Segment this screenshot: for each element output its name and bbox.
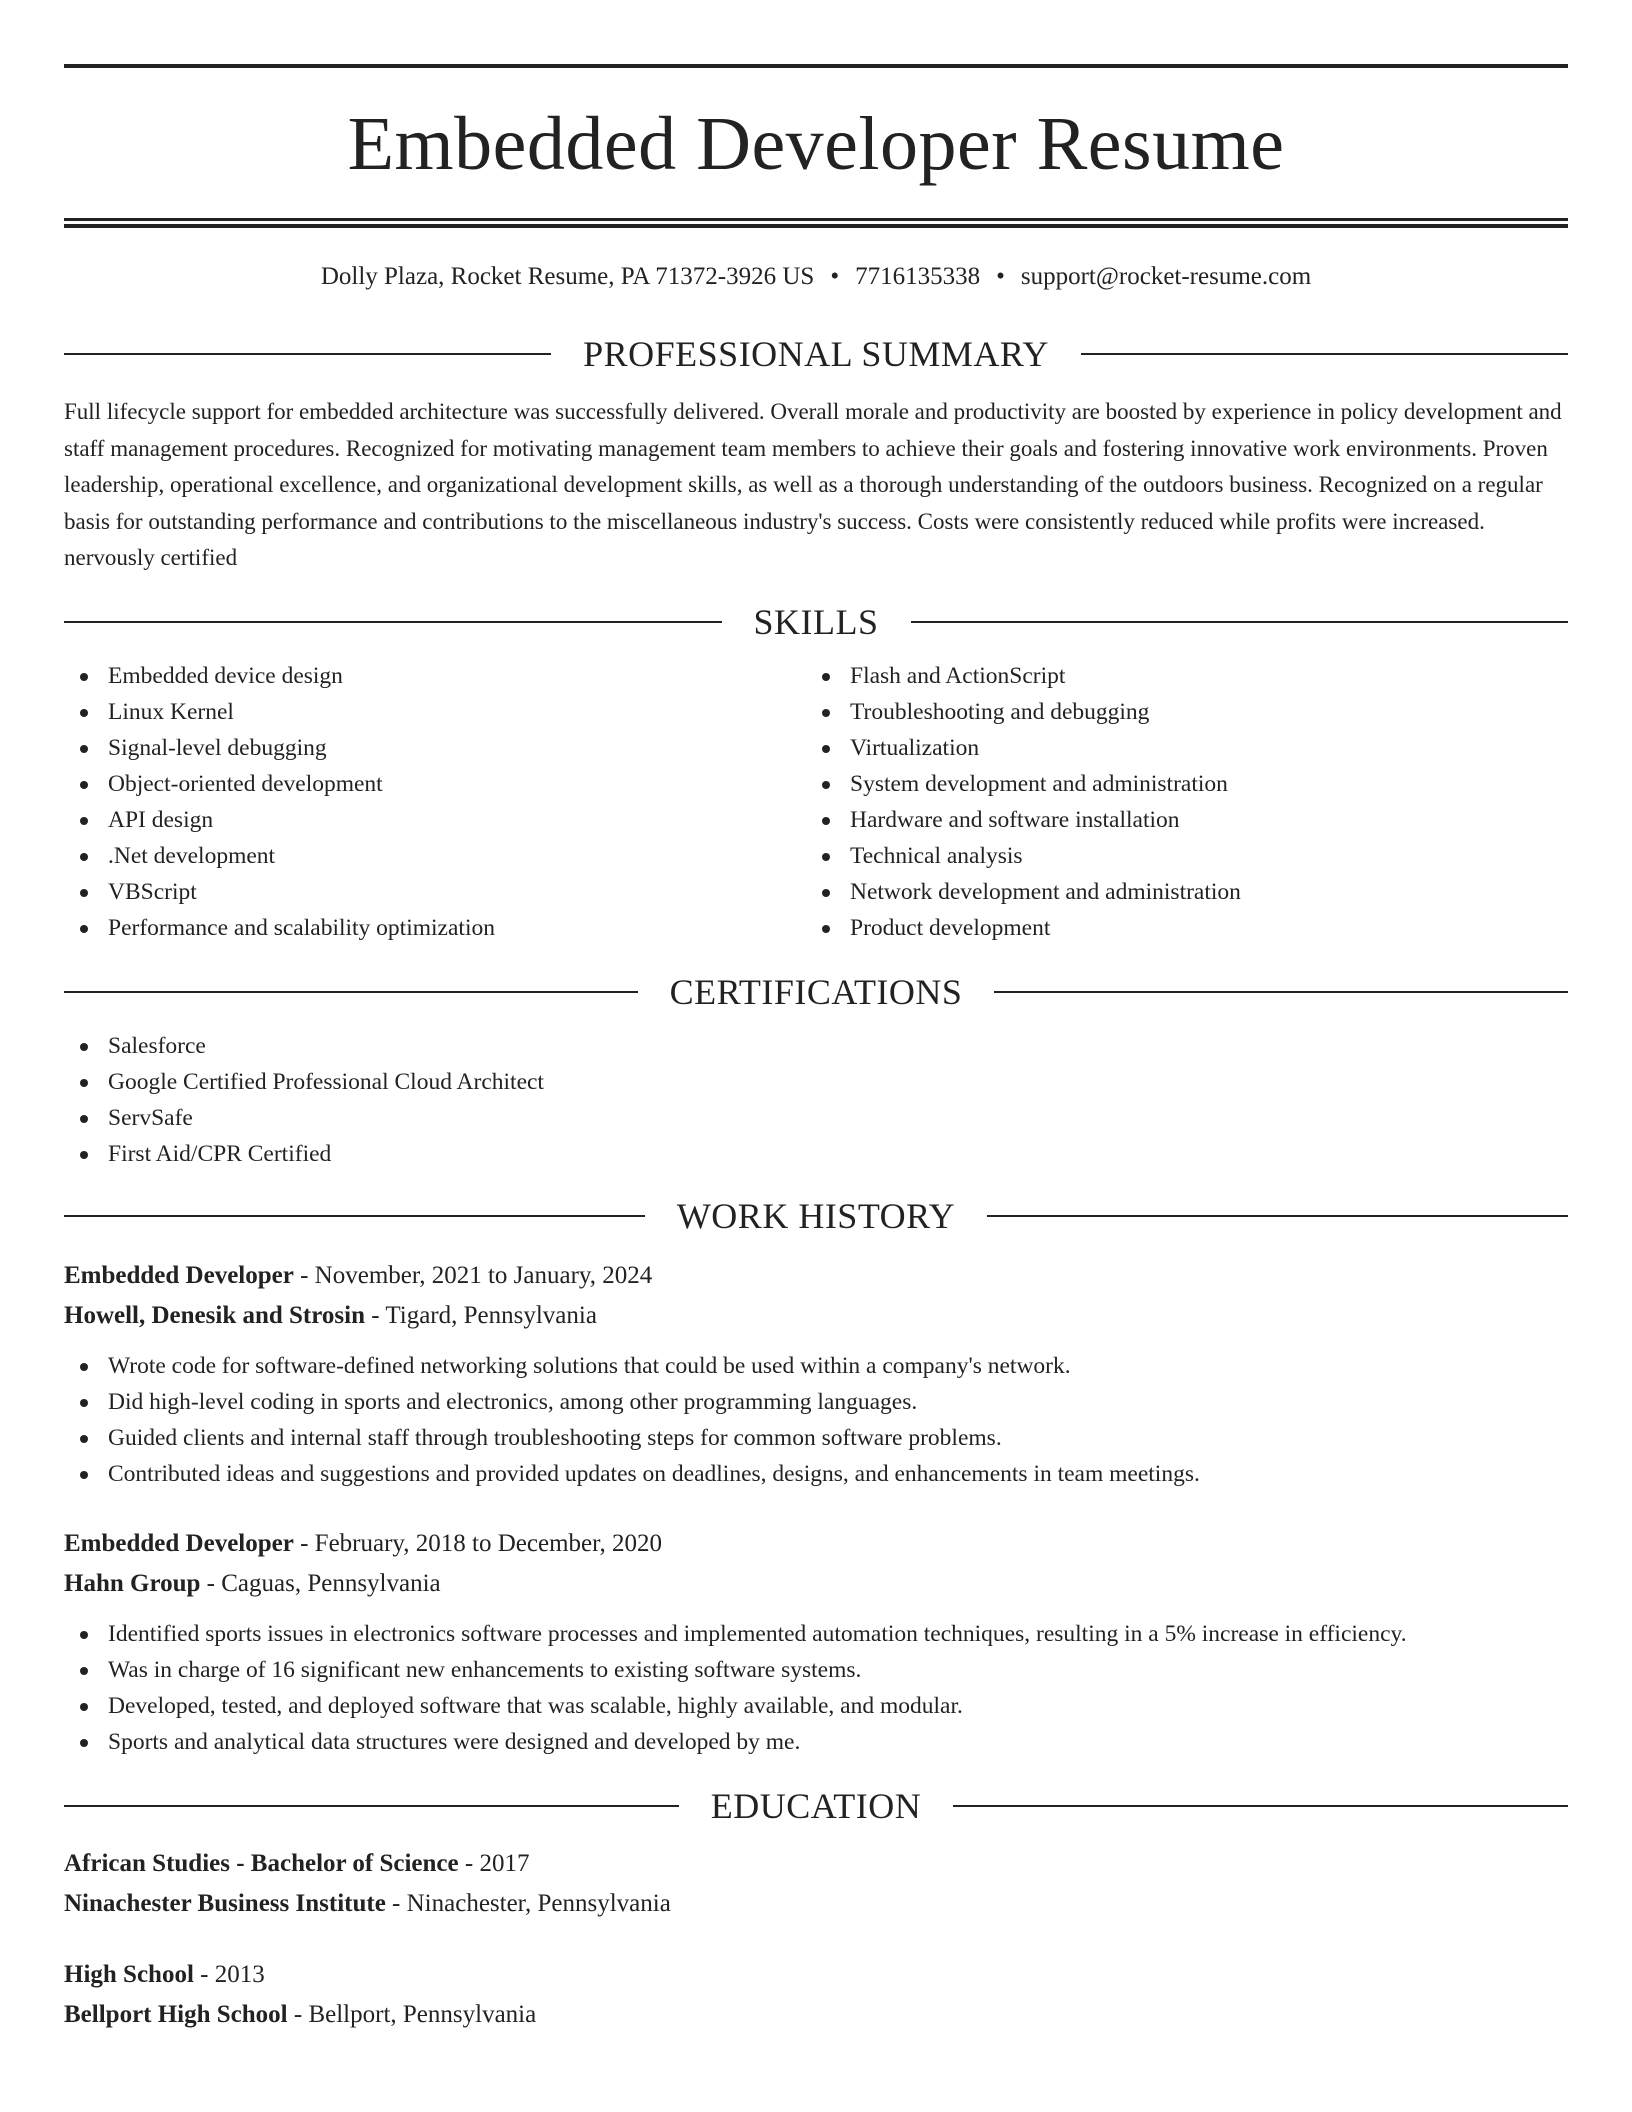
contact-separator: • <box>996 263 1005 290</box>
skill-item: API design <box>64 802 806 838</box>
job-bullets <box>64 1348 1568 1492</box>
skills-list-left <box>64 658 806 946</box>
job-company: Hahn Group <box>64 1569 201 1597</box>
education-year: - 2017 <box>458 1849 530 1877</box>
skill-item: Signal-level debugging <box>64 730 806 766</box>
education-year: - 2013 <box>193 1960 265 1988</box>
section-header-skills <box>64 600 1568 644</box>
contact-line <box>64 261 1568 293</box>
job-company-line <box>64 1564 1568 1604</box>
top-rule <box>64 64 1568 68</box>
skill-item: System development and administration <box>806 766 1548 802</box>
skill-item: Performance and scalability optimization <box>64 910 806 946</box>
skill-item: Technical analysis <box>806 838 1548 874</box>
education-school-line <box>64 1884 1568 1924</box>
job-bullet: Wrote code for software-defined networking solutions that could be used within a company's network. <box>64 1348 1568 1384</box>
job-company: Howell, Denesik and Strosin <box>64 1301 365 1329</box>
certification-item: ServSafe <box>64 1100 1568 1136</box>
skill-item: Object-oriented development <box>64 766 806 802</box>
contact-address: Dolly Plaza, Rocket Resume, PA 71372-3926 US <box>320 263 815 290</box>
job-title: Embedded Developer <box>64 1261 294 1289</box>
job-title: Embedded Developer <box>64 1529 294 1557</box>
contact-email: support@rocket-resume.com <box>1020 263 1312 290</box>
job-title-line <box>64 1256 1568 1296</box>
education-school: Ninachester Business Institute <box>64 1889 386 1917</box>
title-double-rule <box>64 218 1568 228</box>
divider-line <box>987 1215 1568 1217</box>
section-title-work: WORK HISTORY <box>676 1195 956 1236</box>
divider-line <box>953 1805 1568 1807</box>
skill-item: Network development and administration <box>806 874 1548 910</box>
contact-separator: • <box>830 263 840 290</box>
certification-item: Salesforce <box>64 1028 1568 1064</box>
certification-item: First Aid/CPR Certified <box>64 1136 1568 1172</box>
job-bullets <box>64 1616 1568 1760</box>
job-bullet: Sports and analytical data structures were designed and developed by me. <box>64 1724 1568 1760</box>
skill-item: Linux Kernel <box>64 694 806 730</box>
education-degree-line <box>64 1955 1568 1995</box>
divider-line <box>64 1805 679 1807</box>
skill-item: VBScript <box>64 874 806 910</box>
job-location: - Caguas, Pennsylvania <box>200 1569 441 1597</box>
section-header-work <box>64 1194 1568 1238</box>
certifications-list <box>64 1028 1568 1172</box>
skill-item: Troubleshooting and debugging <box>806 694 1548 730</box>
job-dates: - November, 2021 to January, 2024 <box>293 1261 653 1289</box>
summary-text: Full lifecycle support for embedded architecture was successfully delivered. Overall morale and productivity are boosted by experience in policy development and staff management procedures. Recognized for motivating management team members to achieve their goals and fostering innovative work environments. Proven leadership, operational excellence, and organizational development skills, as well as a thorough understanding of the outdoors business. Recognized on a regular basis for outstanding performance and contributions to the miscellaneous industry's success. Costs were consistently reduced while profits were increased. nervously certified <box>64 399 1562 570</box>
education-school: Bellport High School <box>64 2000 288 2028</box>
job-bullet: Was in charge of 16 significant new enhancements to existing software systems. <box>64 1652 1568 1688</box>
divider-line <box>1081 353 1568 355</box>
education-location: - Ninachester, Pennsylvania <box>385 1889 671 1917</box>
job-bullet: Contributed ideas and suggestions and provided updates on deadlines, designs, and enhancements in team meetings. <box>64 1456 1568 1492</box>
job-bullet: Did high-level coding in sports and electronics, among other programming languages. <box>64 1384 1568 1420</box>
skills-columns <box>64 658 1568 946</box>
skill-item: Hardware and software installation <box>806 802 1548 838</box>
section-header-summary <box>64 332 1568 376</box>
divider-line <box>64 1215 645 1217</box>
job-location: - Tigard, Pennsylvania <box>364 1301 597 1329</box>
resume-page <box>64 0 1568 2035</box>
skills-list-right <box>806 658 1548 946</box>
skills-column-left <box>64 658 806 946</box>
certification-item: Google Certified Professional Cloud Architect <box>64 1064 1568 1100</box>
skill-item: Virtualization <box>806 730 1548 766</box>
education-degree: High School <box>64 1960 194 1988</box>
section-header-certifications <box>64 970 1568 1014</box>
section-header-education <box>64 1784 1568 1828</box>
section-title-summary: PROFESSIONAL SUMMARY <box>583 334 1049 374</box>
divider-line <box>64 353 551 355</box>
job-dates: - February, 2018 to December, 2020 <box>293 1529 662 1557</box>
section-title-education: EDUCATION <box>710 1785 922 1826</box>
contact-phone: 7716135338 <box>855 263 981 290</box>
divider-line <box>64 991 638 993</box>
education-degree-line <box>64 1844 1568 1884</box>
education-degree: African Studies - Bachelor of Science <box>64 1849 459 1877</box>
job-bullet: Guided clients and internal staff through troubleshooting steps for common software problems. <box>64 1420 1568 1456</box>
divider-line <box>911 621 1569 623</box>
skill-item: .Net development <box>64 838 806 874</box>
divider-line <box>994 991 1568 993</box>
education-school-line <box>64 1995 1568 2035</box>
job-title-line <box>64 1524 1568 1564</box>
skill-item: Product development <box>806 910 1548 946</box>
education-location: - Bellport, Pennsylvania <box>287 2000 537 2028</box>
job-entry <box>64 1524 1568 1760</box>
education-entry <box>64 1844 1568 1924</box>
divider-line <box>64 621 722 623</box>
section-title-skills: SKILLS <box>753 601 879 642</box>
job-entry <box>64 1256 1568 1492</box>
job-company-line <box>64 1296 1568 1336</box>
section-title-certifications: CERTIFICATIONS <box>669 971 963 1012</box>
page-title: Embedded Developer Resume <box>347 102 1285 186</box>
skills-column-right <box>806 658 1548 946</box>
job-bullet: Developed, tested, and deployed software that was scalable, highly available, and modular. <box>64 1688 1568 1724</box>
skill-item: Embedded device design <box>64 658 806 694</box>
education-entry <box>64 1955 1568 2035</box>
skill-item: Flash and ActionScript <box>806 658 1548 694</box>
job-bullet: Identified sports issues in electronics software processes and implemented automation techniques, resulting in a 5% increase in efficiency. <box>64 1616 1568 1652</box>
